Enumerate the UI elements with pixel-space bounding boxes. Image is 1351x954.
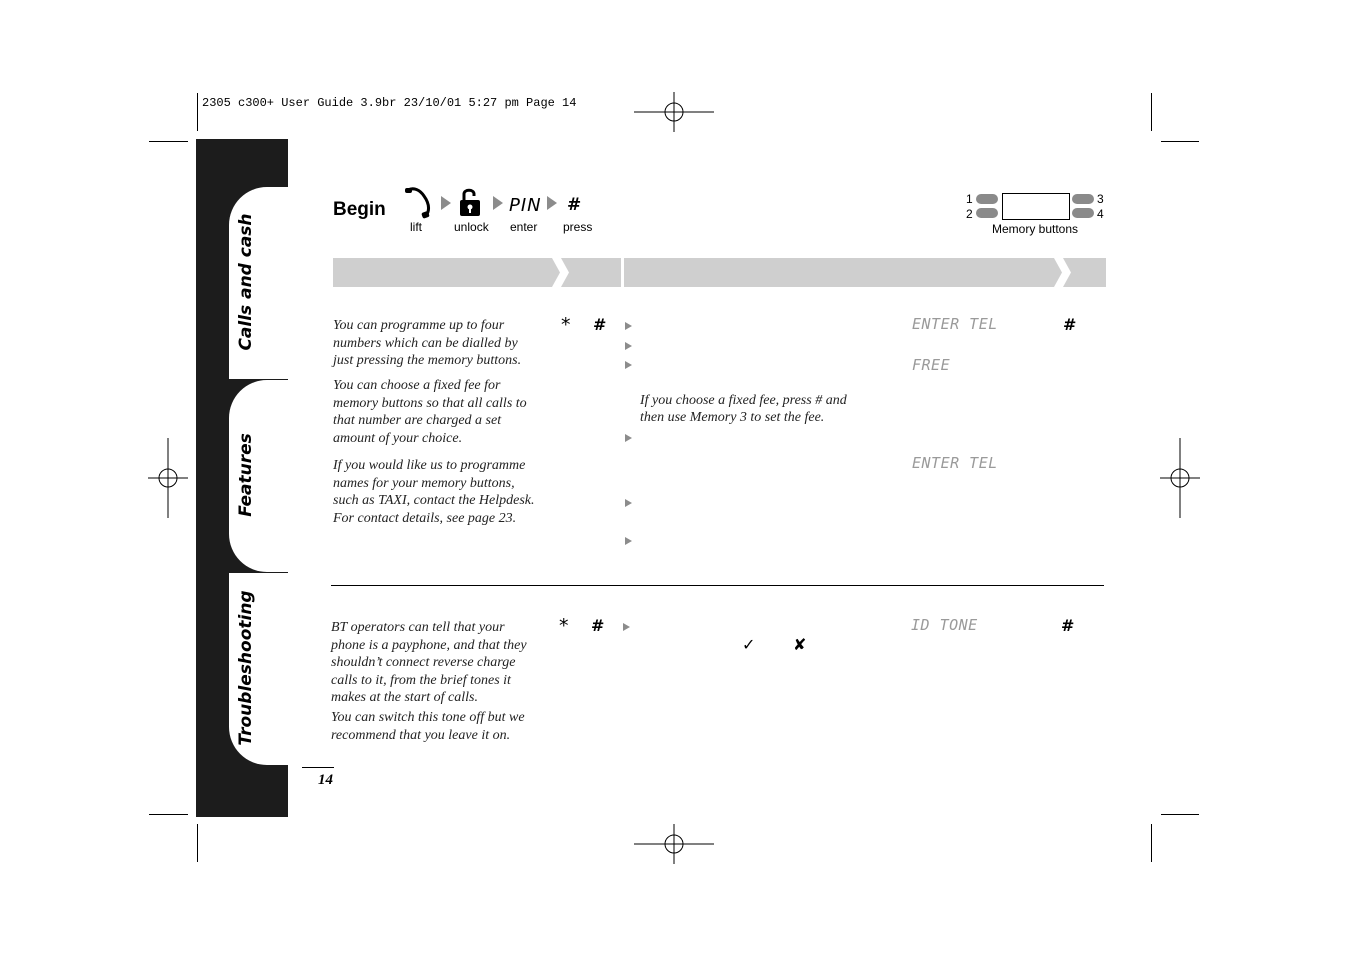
description-paragraph: If you would like us to programme names for your memory buttons, such as TAXI, contact the Helpdesk. For contact details, see page 23. [333,458,535,526]
cross-icon: ✘ [793,635,807,654]
fixed-fee-note: then use Memory 3 to set the fee. [640,410,825,425]
description-paragraph: BT operators can tell that your phone is a payphone, and that they shouldn’t connect reverse charge calls to it, from the brief tones it makes at the start of calls. [331,620,527,705]
description-paragraph: You can programme up to four numbers which can be dialled by just pressing the memory buttons. [333,318,522,368]
begin-label: Begin [333,199,386,220]
memory-button-1 [976,194,998,204]
memory-button-2 [976,208,998,218]
step-arrow-icon [625,342,632,350]
display-text: FREE [912,356,951,374]
registration-mark-icon [634,92,714,132]
step-arrow-icon [625,537,632,545]
star-key-icon: * [561,314,571,336]
tick-icon: ✓ [742,635,756,654]
crop-mark [1161,814,1199,815]
crop-mark [1161,141,1199,142]
description-paragraph: You can choose a fixed fee for memory buttons so that all calls to that number are charged a set amount of your choice. [333,378,527,446]
section-divider [331,585,1104,586]
page-number-rule [302,767,334,768]
display-text: ENTER TEL [912,315,998,333]
fixed-fee-note: If you choose a fixed fee, press # and [640,393,847,408]
step-arrow-icon [625,434,632,442]
hash-key-icon: # [593,315,607,334]
arrow-icon [493,196,503,210]
step-label: unlock [454,220,489,234]
step-arrow-icon [623,623,630,631]
display-text: ID TONE [911,616,978,634]
memory-number: 2 [966,207,973,221]
memory-number: 1 [966,192,973,206]
tab-label: Troubleshooting [236,590,256,746]
memory-number: 3 [1097,192,1104,206]
padlock-icon [458,186,482,218]
memory-number: 4 [1097,207,1104,221]
crop-mark [149,141,188,142]
crop-mark [197,93,198,131]
memory-button-3 [1072,194,1094,204]
hash-key-icon: # [1061,616,1075,635]
crop-mark [197,824,198,862]
registration-mark-icon [1160,438,1200,518]
hash-icon: # [567,195,582,215]
display-text: ENTER TEL [912,454,998,472]
crop-mark [1151,93,1152,131]
pin-icon: PIN [509,195,542,216]
page-number: 14 [318,772,333,788]
hash-key-icon: # [591,616,605,635]
arrow-icon [547,196,557,210]
tab-label: Calls and cash [236,213,256,351]
step-arrow-icon [625,361,632,369]
handset-icon [404,186,432,220]
description-paragraph: You can switch this tone off but we recommend that you leave it on. [331,710,525,743]
hash-key-icon: # [1063,315,1077,334]
step-arrow-icon [625,499,632,507]
print-slug: 2305 c300+ User Guide 3.9br 23/10/01 5:27 pm Page 14 [202,96,577,110]
step-label: enter [510,220,538,234]
memory-caption: Memory buttons [992,222,1079,236]
step-label: press [563,220,593,234]
tab-label: Features [236,433,256,517]
arrow-icon [441,196,451,210]
crop-mark [1151,824,1152,862]
crop-mark [149,814,188,815]
column-header-band [333,258,1106,287]
step-arrow-icon [625,322,632,330]
step-label: lift [410,220,422,234]
memory-display-box [1002,193,1070,220]
registration-mark-icon [148,438,188,518]
star-key-icon: * [559,615,569,637]
memory-button-4 [1072,208,1094,218]
registration-mark-icon [634,824,714,864]
